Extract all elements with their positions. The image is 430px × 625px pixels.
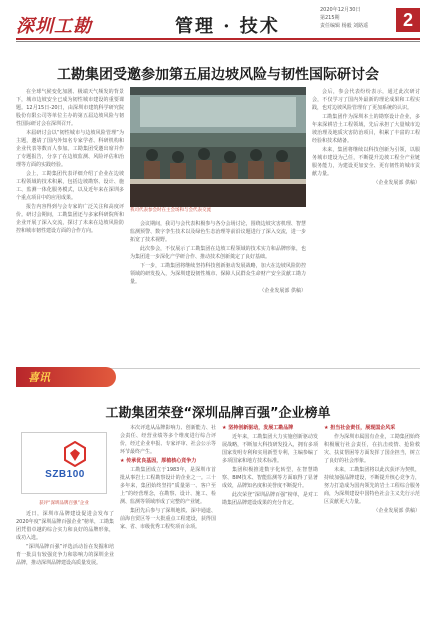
issue-date: 2020年12月30日 bbox=[320, 7, 361, 13]
good-news-label: 喜讯 bbox=[28, 371, 50, 384]
issue-editors: 责任编辑 杨毅 刘路遥 bbox=[320, 23, 369, 29]
paragraph: 近年来，工勘集团大力实施创新驱动发展战略，不断加大科技研发投入，拥有多项国家发明专利和实用新型专利，主编参编了多项国家和地方技术标准。 bbox=[222, 434, 318, 464]
paragraph: 近日，深圳市品牌建设促进会发布了2020年度“深圳品牌百强企业”榜单，工勘集团凭借卓越的综合实力和良好的品牌形象，成功入选。 bbox=[16, 511, 114, 541]
article-source: （企业发展部 供稿） bbox=[259, 288, 306, 294]
paragraph: 会上，工勘集团代表详细介绍了企业在边坡工程领域的技术积累，包括边坡勘察、设计、施工、监测一体化服务模式，以及近年来在深圳多个重点项目中的应用成果。 bbox=[16, 171, 124, 201]
section-title: 管理 · 技术 bbox=[175, 16, 280, 37]
article-source: （企业发展部 供稿） bbox=[373, 180, 420, 186]
page-number: 2 bbox=[396, 8, 420, 32]
szb100-emblem-icon bbox=[63, 441, 87, 467]
header-rule bbox=[16, 38, 420, 40]
paragraph: 未来，集团将继续以科技创新为引领，以服务城市建设为己任，不断提升边坡工程全产业链服务能力，为建设更加安全、更有韧性的城市贡献力量。 bbox=[312, 147, 420, 177]
paragraph: 会后，参会代表纷纷表示，通过此次研讨会，不仅学习了国内外最新的理论成果和工程实践，也对边坡风险管理有了更加系统的认识。 bbox=[312, 89, 420, 111]
paragraph: 工勘集团成立于1983年，是深圳市首批从事岩土工程勘察设计的企业之一。三十多年来，集团始终坚持“质量第一、客户至上”的经营理念，在勘察、设计、施工、检测、监测等领域形成了完整的产业链。 bbox=[120, 467, 216, 505]
article1-column-1 bbox=[16, 88, 124, 360]
article-source: （企业发展部 供稿） bbox=[373, 508, 420, 514]
paragraph: 集团先后参与了深圳地铁、深中通道、前海自贸区等一大批重点工程建设，获得国家、省、市级优秀工程奖项百余项。 bbox=[120, 508, 216, 530]
paragraph: 本届研讨会以“韧性城市与边坡风险管理”为主题，邀请了国内外知名专家学者、科研机构和企业代表等数百人参加。工勘集团受邀出席并作了专题报告，分享了在边坡监测、风险评估和治理等方面的实践经验。 bbox=[16, 130, 124, 168]
paragraph: 本次评选从品牌影响力、创新能力、社会责任、经营业绩等多个维度进行综合评价，经过企业申报、专家评审、社会公示等环节最终产生。 bbox=[120, 425, 216, 455]
paragraph: 未来，工勘集团将以此次获评为契机，持续加强品牌建设，不断提升核心竞争力，努力打造成为国内领先的岩土工程综合服务商，为深圳建设中国特色社会主义先行示范区贡献更大力量。 bbox=[324, 467, 420, 505]
header-rule-thin bbox=[16, 41, 420, 42]
paragraph: 会议期间，我司与会代表积极参与各分会场讨论，围绕边坡灾害机理、智慧监测预警、数字孪生技术以及绿色生态治理等前沿议题进行了深入交流，进一步拓宽了技术视野。 bbox=[130, 221, 306, 243]
conference-photo-image bbox=[130, 87, 306, 207]
paragraph: 在全球气候变化加剧、极端天气频发的背景下，城市边坡安全已成为韧性城市建设的重要课题。12月15日-20日，由深圳市建筑科学研究院股份有限公司等单位主办的第五届边坡风险与韧性国际研讨会在深圳召开。 bbox=[16, 89, 124, 127]
paragraph: 下一步，工勘集团将继续坚持科技创新驱动发展战略，加大在边坡风险防控领域的研发投入，为深圳建设韧性城市、保障人民群众生命财产安全贡献工勘力量。 bbox=[130, 263, 306, 285]
photo-caption: 我司代表参会时在主会场和与会代表交流 bbox=[130, 208, 211, 213]
paragraph: 集团积极推进数字化转型，在智慧勘察、BIM技术、智能监测等方面取得了显著成效，品牌知名度和美誉度不断提升。 bbox=[222, 467, 318, 489]
paragraph: 作为深圳市属国有企业，工勘集团始终积极履行社会责任，在抗击疫情、抢险救灾、扶贫帮困等方面发挥了国企担当，树立了良好的社会形象。 bbox=[324, 434, 420, 464]
article2-column-1 bbox=[16, 510, 114, 620]
conference-photo bbox=[130, 87, 306, 207]
article1-column-3 bbox=[312, 88, 420, 360]
paragraph: 此次荣登“深圳品牌百强”榜单，是对工勘集团品牌建设成果的充分肯定。 bbox=[222, 492, 318, 506]
article2-column-3 bbox=[222, 424, 318, 620]
paragraph: 此次参会，不仅展示了工勘集团在边坡工程领域的技术实力和品牌形象，也为集团进一步深化产学研合作、推动技术创新奠定了良好基础。 bbox=[130, 246, 306, 260]
article2-column-4 bbox=[324, 424, 420, 620]
subheading: ★ 担当社会责任，展现国企风采 bbox=[324, 425, 396, 431]
subheading: ★ 传承优良基因，厚植核心竞争力 bbox=[120, 458, 197, 464]
masthead bbox=[0, 0, 430, 42]
subheading: ★ 坚持创新驱动，发展工勘品牌 bbox=[222, 425, 294, 431]
article2-column-2 bbox=[120, 424, 216, 620]
article2-headline: 工勘集团荣登“深圳品牌百强”企业榜单 bbox=[105, 406, 331, 421]
logo-caption: 获评“深圳品牌百强”企业 bbox=[39, 501, 89, 506]
paragraph: 报告内容得到与会专家的广泛关注和高度评价。研讨会期间，工勘集团还与多家科研院所和企业开展了深入交流，探讨了未来在边坡风险防控和城市韧性建设方面的合作方向。 bbox=[16, 204, 124, 234]
paragraph: “深圳品牌百强”评选活动旨在发掘和培育一批具有较强竞争力和影响力的深圳企业品牌，推动深圳品牌建设高质量发展。 bbox=[16, 544, 114, 566]
paragraph: 工勘集团作为深圳本土的勘察设计企业，多年来深耕岩土工程领域，先后承担了大量城市边坡治理及地质灾害防治项目，积累了丰富的工程经验和技术储备。 bbox=[312, 114, 420, 144]
szb100-wordmark: SZB100 bbox=[45, 469, 85, 480]
szb100-logo bbox=[21, 432, 107, 494]
issue-meta bbox=[320, 6, 392, 30]
article1-headline: 工勘集团受邀参加第五届边坡风险与韧性国际研讨会 bbox=[57, 67, 379, 83]
article1-column-2 bbox=[130, 220, 306, 360]
issue-number: 第215期 bbox=[320, 15, 340, 21]
newspaper-logo: 深圳工勘 bbox=[16, 16, 92, 37]
